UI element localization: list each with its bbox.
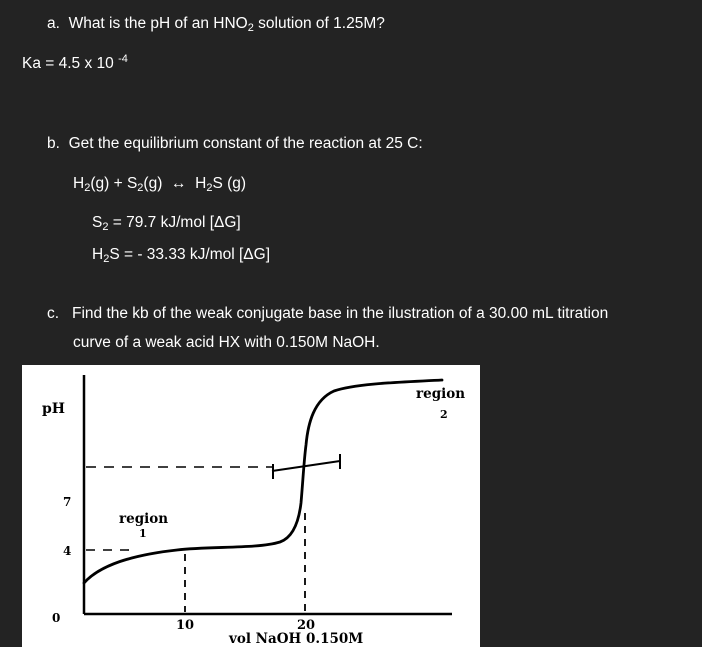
reaction-h2-sub: 2	[84, 182, 91, 194]
ka-value	[22, 54, 128, 74]
s2-gibbs-line	[92, 213, 241, 233]
s2-gibbs-value: = 79.7 kJ/mol [ΔG]	[112, 214, 241, 231]
s2-sub: 2	[102, 221, 109, 233]
y-axis-label: pH	[42, 401, 66, 417]
question-a-text-suffix: solution of 1.25M?	[253, 15, 385, 32]
s2-symbol: S	[92, 214, 103, 231]
x-tick-label-10: 10	[176, 618, 195, 633]
x-tick-label-20: 20	[297, 618, 316, 633]
question-c-marker: c.	[47, 305, 60, 322]
titration-curve-line	[84, 380, 442, 583]
y-tick-label-0: 0	[52, 611, 61, 625]
reaction-s2-sub: 2	[137, 182, 144, 194]
reaction-equation	[73, 174, 246, 194]
h2s-gibbs-value: S = - 33.33 kJ/mol [ΔG]	[109, 246, 271, 263]
reaction-h2-tail: (g) +	[90, 175, 127, 192]
y-tick-label-7: 7	[63, 495, 72, 509]
h2s-gibbs-line	[92, 245, 270, 265]
reaction-h2s: H	[195, 175, 207, 192]
ka-exponent: -4	[118, 53, 128, 65]
question-b-text: Get the equilibrium constant of the reaction at 25 C:	[68, 135, 423, 152]
reaction-h2s-sub: 2	[206, 182, 213, 194]
reaction-s2: S	[126, 175, 138, 192]
region-2-label: region	[416, 386, 466, 402]
reaction-h2s-tail: S (g)	[212, 175, 247, 192]
question-a	[47, 14, 385, 34]
region-1-label: region	[119, 511, 169, 527]
question-c-line2: curve of a weak acid HX with 0.150M NaOH.	[73, 334, 380, 351]
region-2-number: 2	[440, 408, 448, 421]
question-c-text: Find the kb of the weak conjugate base in the ilustration of a 30.00 mL titration	[71, 305, 609, 322]
ka-prefix: Ka = 4.5 x 10	[22, 55, 119, 72]
question-a-marker: a.	[47, 15, 60, 32]
titration-chart	[22, 365, 480, 647]
y-tick-label-4: 4	[63, 544, 72, 558]
hno2-subscript: 2	[247, 22, 254, 34]
x-axis-label: vol NaOH 0.150M	[229, 631, 364, 647]
h2s-sub: 2	[103, 253, 110, 265]
question-b-marker: b.	[47, 135, 60, 152]
inflection-bar	[272, 461, 340, 471]
titration-curve-figure	[22, 365, 480, 647]
question-a-text: What is the pH of an HNO	[68, 15, 248, 32]
question-c-line1	[47, 304, 608, 324]
equilibrium-arrow-icon: ↔	[170, 175, 187, 192]
region-1-number: 1	[139, 527, 147, 540]
question-b	[47, 134, 423, 154]
reaction-s2-tail: (g)	[143, 175, 163, 192]
reaction-h2: H	[73, 175, 85, 192]
h2s-symbol: H	[92, 246, 104, 263]
